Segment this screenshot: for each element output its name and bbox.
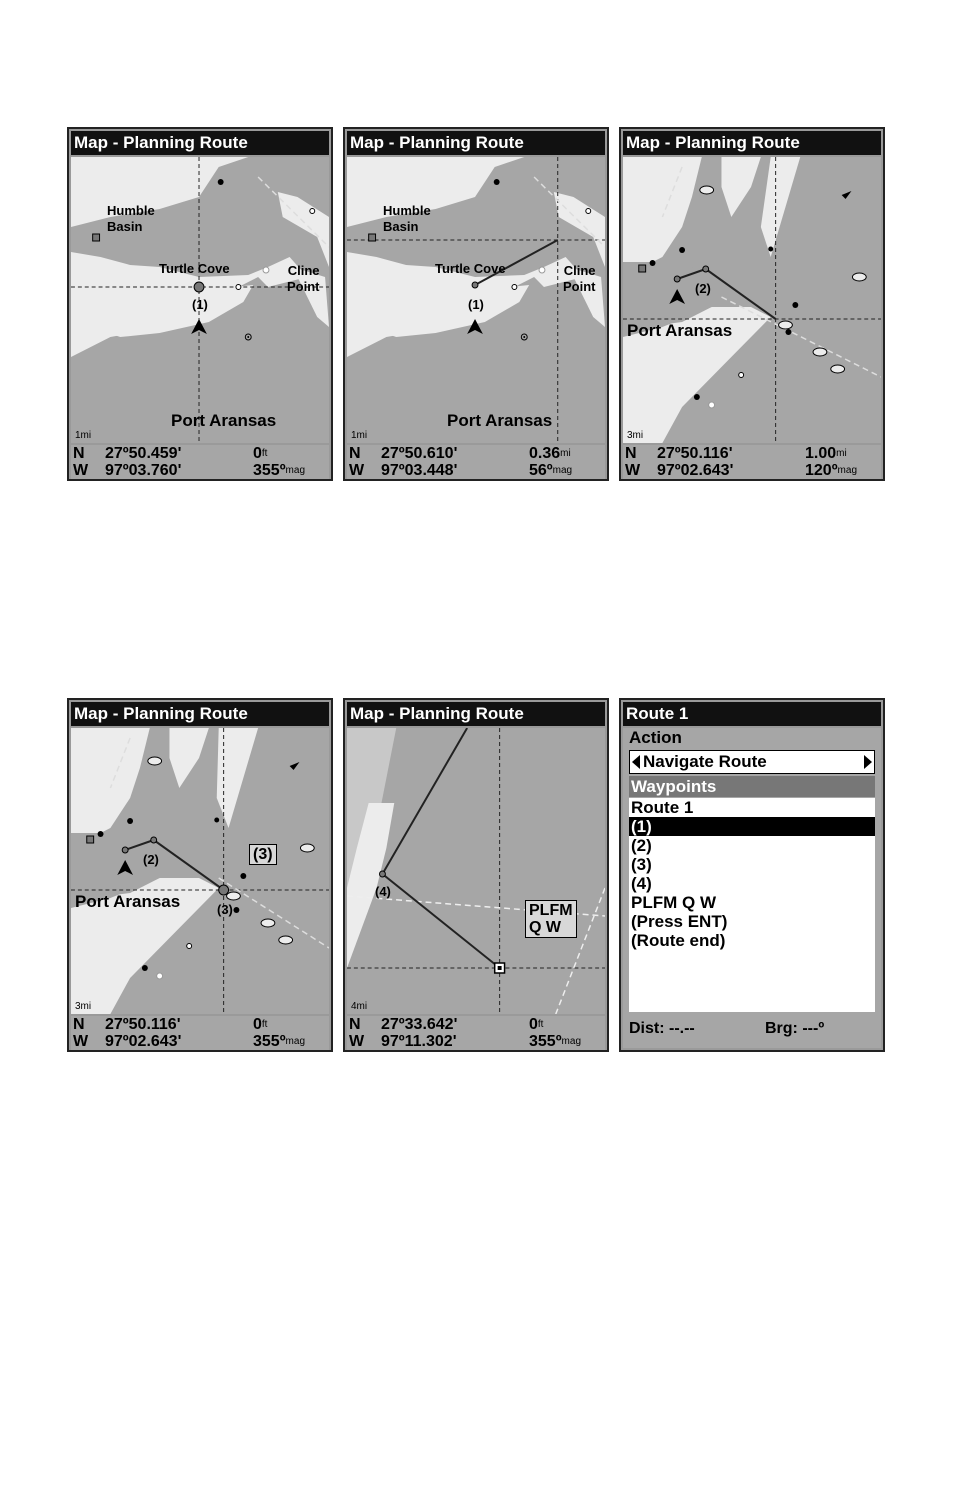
- map-screen-4: [67, 698, 333, 1052]
- distance-value: 0: [529, 1016, 538, 1033]
- list-item[interactable]: (4): [631, 874, 652, 893]
- route-footer: [629, 1020, 875, 1038]
- bearing-value: 355º: [253, 462, 286, 479]
- latitude: 27º50.116': [105, 1016, 181, 1033]
- bearing-value: 56º: [529, 462, 553, 479]
- screen-title: Map - Planning Route: [71, 702, 329, 726]
- route-screen: [619, 698, 885, 1052]
- latitude: 27º33.642': [381, 1016, 458, 1033]
- map-scale: 3mi: [627, 430, 644, 441]
- label-cline-point: Cline Point: [563, 263, 596, 294]
- screen-title: Map - Planning Route: [71, 131, 329, 155]
- distance-unit: mi: [836, 448, 847, 459]
- map-graphic: [623, 157, 881, 443]
- latitude: 27º50.610': [381, 445, 458, 462]
- bearing-unit: mag: [552, 465, 573, 476]
- waypoint-list[interactable]: [629, 798, 875, 1012]
- map-scale: 1mi: [75, 430, 92, 441]
- list-item[interactable]: (2): [631, 836, 652, 855]
- label-turtle-cove: Turtle Cove: [435, 261, 506, 276]
- lat-dir: N: [349, 1016, 361, 1033]
- map-scale: 4mi: [351, 1001, 368, 1012]
- map-screen-5: [343, 698, 609, 1052]
- bearing-unit: mag: [837, 465, 857, 476]
- list-item[interactable]: (Press ENT): [631, 912, 728, 931]
- route-bearing: Brg: ---º: [765, 1020, 825, 1037]
- left-arrow-icon[interactable]: [632, 755, 640, 769]
- lat-dir: N: [625, 445, 637, 462]
- route-distance: Dist: --.--: [629, 1020, 695, 1037]
- label-waypoint-3: (3): [217, 902, 233, 917]
- action-value: Navigate Route: [643, 752, 767, 771]
- bearing-unit: mag: [285, 1036, 305, 1047]
- distance-unit: ft: [537, 1019, 544, 1030]
- waypoint-name-box: PLFM Q W: [525, 900, 577, 938]
- label-port-aransas: Port Aransas: [75, 892, 181, 911]
- list-item[interactable]: Route 1: [631, 798, 694, 817]
- longitude: 97º11.302': [381, 1033, 457, 1050]
- longitude: 97º03.448': [381, 462, 458, 479]
- label-port-aransas: Port Aransas: [627, 321, 733, 340]
- status-bar: [347, 1016, 605, 1050]
- map-view[interactable]: [71, 157, 329, 443]
- label-port-aransas: Port Aransas: [171, 411, 277, 430]
- bearing-unit: mag: [561, 1036, 581, 1047]
- label-waypoint-2: (2): [695, 281, 711, 296]
- action-select[interactable]: [629, 750, 875, 774]
- screen-title: Map - Planning Route: [347, 131, 605, 155]
- lat-dir: N: [349, 445, 361, 462]
- distance-value: 1.00: [805, 445, 837, 462]
- label-port-aransas: Port Aransas: [447, 411, 553, 430]
- latitude: 27º50.116': [657, 445, 733, 462]
- lat-dir: N: [73, 445, 85, 462]
- label-waypoint-1: (1): [468, 297, 484, 312]
- bearing-value: 120º: [805, 462, 838, 479]
- map-scale: 3mi: [75, 1001, 92, 1012]
- lon-dir: W: [625, 462, 641, 479]
- lon-dir: W: [73, 1033, 89, 1050]
- map-view[interactable]: [623, 157, 881, 443]
- bearing-unit: mag: [285, 465, 305, 476]
- right-arrow-icon[interactable]: [864, 755, 872, 769]
- status-bar: [347, 445, 605, 479]
- longitude: 97º02.643': [105, 1033, 182, 1050]
- screen-title: Map - Planning Route: [623, 131, 881, 155]
- label-turtle-cove: Turtle Cove: [159, 261, 230, 276]
- longitude: 97º02.643': [657, 462, 734, 479]
- lat-dir: N: [73, 1016, 85, 1033]
- list-item[interactable]: (Route end): [631, 931, 726, 950]
- map-screen-3: [619, 127, 885, 481]
- map-view[interactable]: [347, 157, 605, 443]
- status-bar: [71, 1016, 329, 1050]
- bearing-value: 355º: [529, 1033, 562, 1050]
- waypoint-name-box: (3): [249, 844, 277, 865]
- distance-unit: mi: [560, 448, 571, 459]
- route-title: Route 1: [623, 702, 881, 726]
- distance-unit: ft: [261, 1019, 268, 1030]
- label-waypoint-2: (2): [143, 852, 159, 867]
- lon-dir: W: [349, 462, 365, 479]
- map-graphic: [347, 728, 605, 1014]
- status-bar: [623, 445, 881, 479]
- map-scale: 1mi: [351, 430, 368, 441]
- map-view[interactable]: [71, 728, 329, 1014]
- distance-unit: ft: [261, 448, 268, 459]
- list-item[interactable]: PLFM Q W: [631, 893, 716, 912]
- map-screen-2: [343, 127, 609, 481]
- map-view[interactable]: [347, 728, 605, 1014]
- distance-value: 0: [253, 1016, 262, 1033]
- waypoints-header: Waypoints: [629, 776, 875, 797]
- label-humble-basin: Humble Basin: [107, 203, 155, 234]
- label-waypoint-1: (1): [192, 297, 208, 312]
- latitude: 27º50.459': [105, 445, 182, 462]
- label-humble-basin: Humble Basin: [383, 203, 431, 234]
- label-cline-point: Cline Point: [287, 263, 320, 294]
- label-waypoint-4: (4): [375, 884, 391, 899]
- bearing-value: 355º: [253, 1033, 286, 1050]
- status-bar: [71, 445, 329, 479]
- map-graphic: [71, 728, 329, 1014]
- action-label: Action: [629, 728, 682, 747]
- map-screen-1: [67, 127, 333, 481]
- list-item-selected[interactable]: (1): [629, 817, 875, 836]
- lon-dir: W: [73, 462, 89, 479]
- distance-value: 0: [253, 445, 262, 462]
- lon-dir: W: [349, 1033, 365, 1050]
- list-item[interactable]: (3): [631, 855, 652, 874]
- distance-value: 0.36: [529, 445, 561, 462]
- screen-title: Map - Planning Route: [347, 702, 605, 726]
- longitude: 97º03.760': [105, 462, 182, 479]
- route-body: [623, 728, 881, 1048]
